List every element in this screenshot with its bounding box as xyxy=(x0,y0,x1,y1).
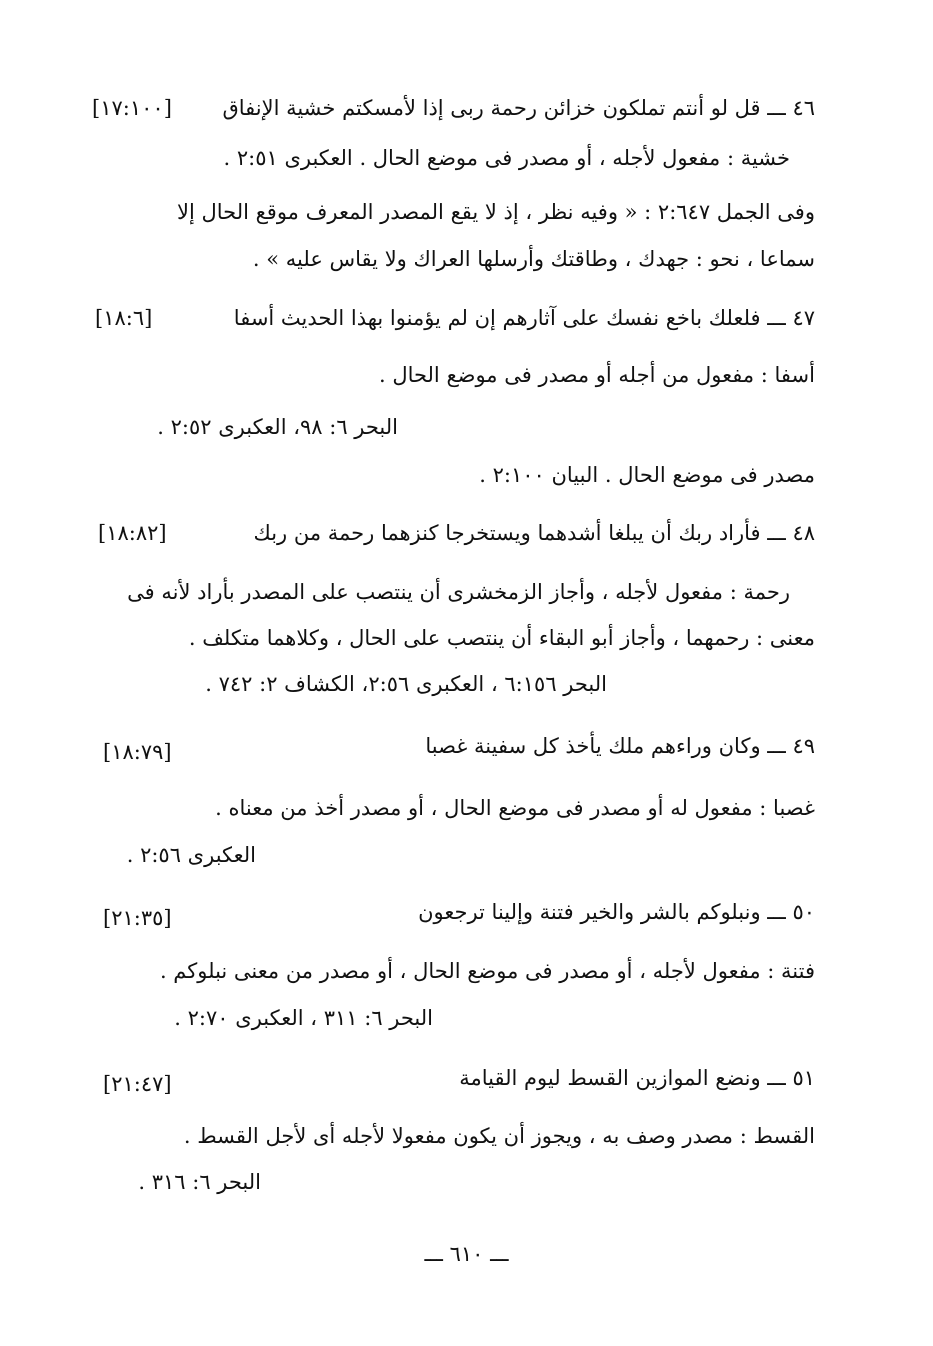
quran-verse: ونبلوكم بالشر والخير فتنة وإلينا ترجعون xyxy=(418,900,761,924)
entry-49-verse-line xyxy=(425,730,815,762)
entry-number: ٤٦ xyxy=(792,96,815,120)
entry-dash: ـــ xyxy=(767,900,786,924)
verse-reference: [١٨:٧٩] xyxy=(103,740,172,764)
entry-dash: ـــ xyxy=(767,1066,786,1090)
entry-number: ٤٩ xyxy=(792,734,815,758)
entry-dash: ـــ xyxy=(767,521,786,545)
entry-48-verse-line xyxy=(254,517,815,549)
entry-47-verse-line xyxy=(234,302,815,334)
entry-dash: ـــ xyxy=(767,734,786,758)
quran-verse: وكان وراءهم ملك يأخذ كل سفينة غصبا xyxy=(425,734,761,758)
entry-number: ٤٧ xyxy=(792,306,815,330)
entry-46-verse-line xyxy=(222,92,815,124)
quran-verse: فلعلك باخع نفسك على آثارهم إن لم يؤمنوا بهذا الحديث أسفا xyxy=(233,306,761,330)
entry-51-verse-line xyxy=(459,1062,815,1094)
page-number: ـــ ٦١٠ ـــ xyxy=(424,1242,509,1266)
entry-dash: ـــ xyxy=(767,306,786,330)
entry-dash: ـــ xyxy=(767,96,786,120)
commentary-line: معنى : رحمهما ، وأجاز أبو البقاء أن ينتصب على الحال ، وكلاهما متكلف . xyxy=(188,626,815,650)
source-citation: العكبرى ٢:٥٦ . xyxy=(126,843,256,867)
verse-reference: [١٨:٦] xyxy=(95,306,153,330)
verse-reference: [١٧:١٠٠] xyxy=(92,96,172,120)
commentary-line: مصدر فى موضع الحال . البيان ٢:١٠٠ . xyxy=(479,463,815,487)
entry-number: ٤٨ xyxy=(792,521,815,545)
source-citation: البحر ٦: ٣١١ ، العكبرى ٢:٧٠ . xyxy=(174,1006,433,1030)
source-citation: البحر ٦:١٥٦ ، العكبرى ٢:٥٦، الكشاف ٢: ٧٤٢ . xyxy=(205,672,607,696)
verse-reference: [١٨:٨٢] xyxy=(98,521,167,545)
entry-number: ٥١ xyxy=(792,1066,815,1090)
commentary-line: القسط : مصدر وصف به ، ويجوز أن يكون مفعولا لأجله أى لأجل القسط . xyxy=(183,1124,815,1148)
verse-reference: [٢١:٣٥] xyxy=(103,906,172,930)
commentary-line: رحمة : مفعول لأجله ، وأجاز الزمخشرى أن ينتصب على المصدر بأراد لأنه فى xyxy=(127,580,790,604)
commentary-line: سماعا ، نحو : جهدك ، وطاقتك وأرسلها العراك ولا يقاس عليه » . xyxy=(252,247,815,271)
quran-verse: قل لو أنتم تملكون خزائن رحمة ربى إذا لأمسكتم خشية الإنفاق xyxy=(222,96,761,120)
commentary-line: خشية : مفعول لأجله ، أو مصدر فى موضع الحال . العكبرى ٢:٥١ . xyxy=(223,146,790,170)
entry-50-verse-line xyxy=(418,896,815,928)
entry-number: ٥٠ xyxy=(792,900,815,924)
commentary-line: وفى الجمل ٢:٦٤٧ : « وفيه نظر ، إذ لا يقع المصدر المعرف موقع الحال إلا xyxy=(177,200,815,224)
source-citation: البحر ٦: ٣١٦ . xyxy=(138,1170,261,1194)
verse-reference: [٢١:٤٧] xyxy=(103,1072,172,1096)
commentary-line: أسفا : مفعول من أجله أو مصدر فى موضع الحال . xyxy=(378,363,815,387)
commentary-line: فتنة : مفعول لأجله ، أو مصدر فى موضع الحال ، أو مصدر من معنى نبلوكم . xyxy=(159,959,815,983)
quran-verse: فأراد ربك أن يبلغا أشدهما ويستخرجا كنزهما رحمة من ربك xyxy=(253,521,761,545)
source-citation: البحر ٦: ٩٨، العكبرى ٢:٥٢ . xyxy=(157,415,398,439)
quran-verse: ونضع الموازين القسط ليوم القيامة xyxy=(459,1066,761,1090)
commentary-line: غصبا : مفعول له أو مصدر فى موضع الحال ، أو مصدر أخذ من معناه . xyxy=(215,796,815,820)
